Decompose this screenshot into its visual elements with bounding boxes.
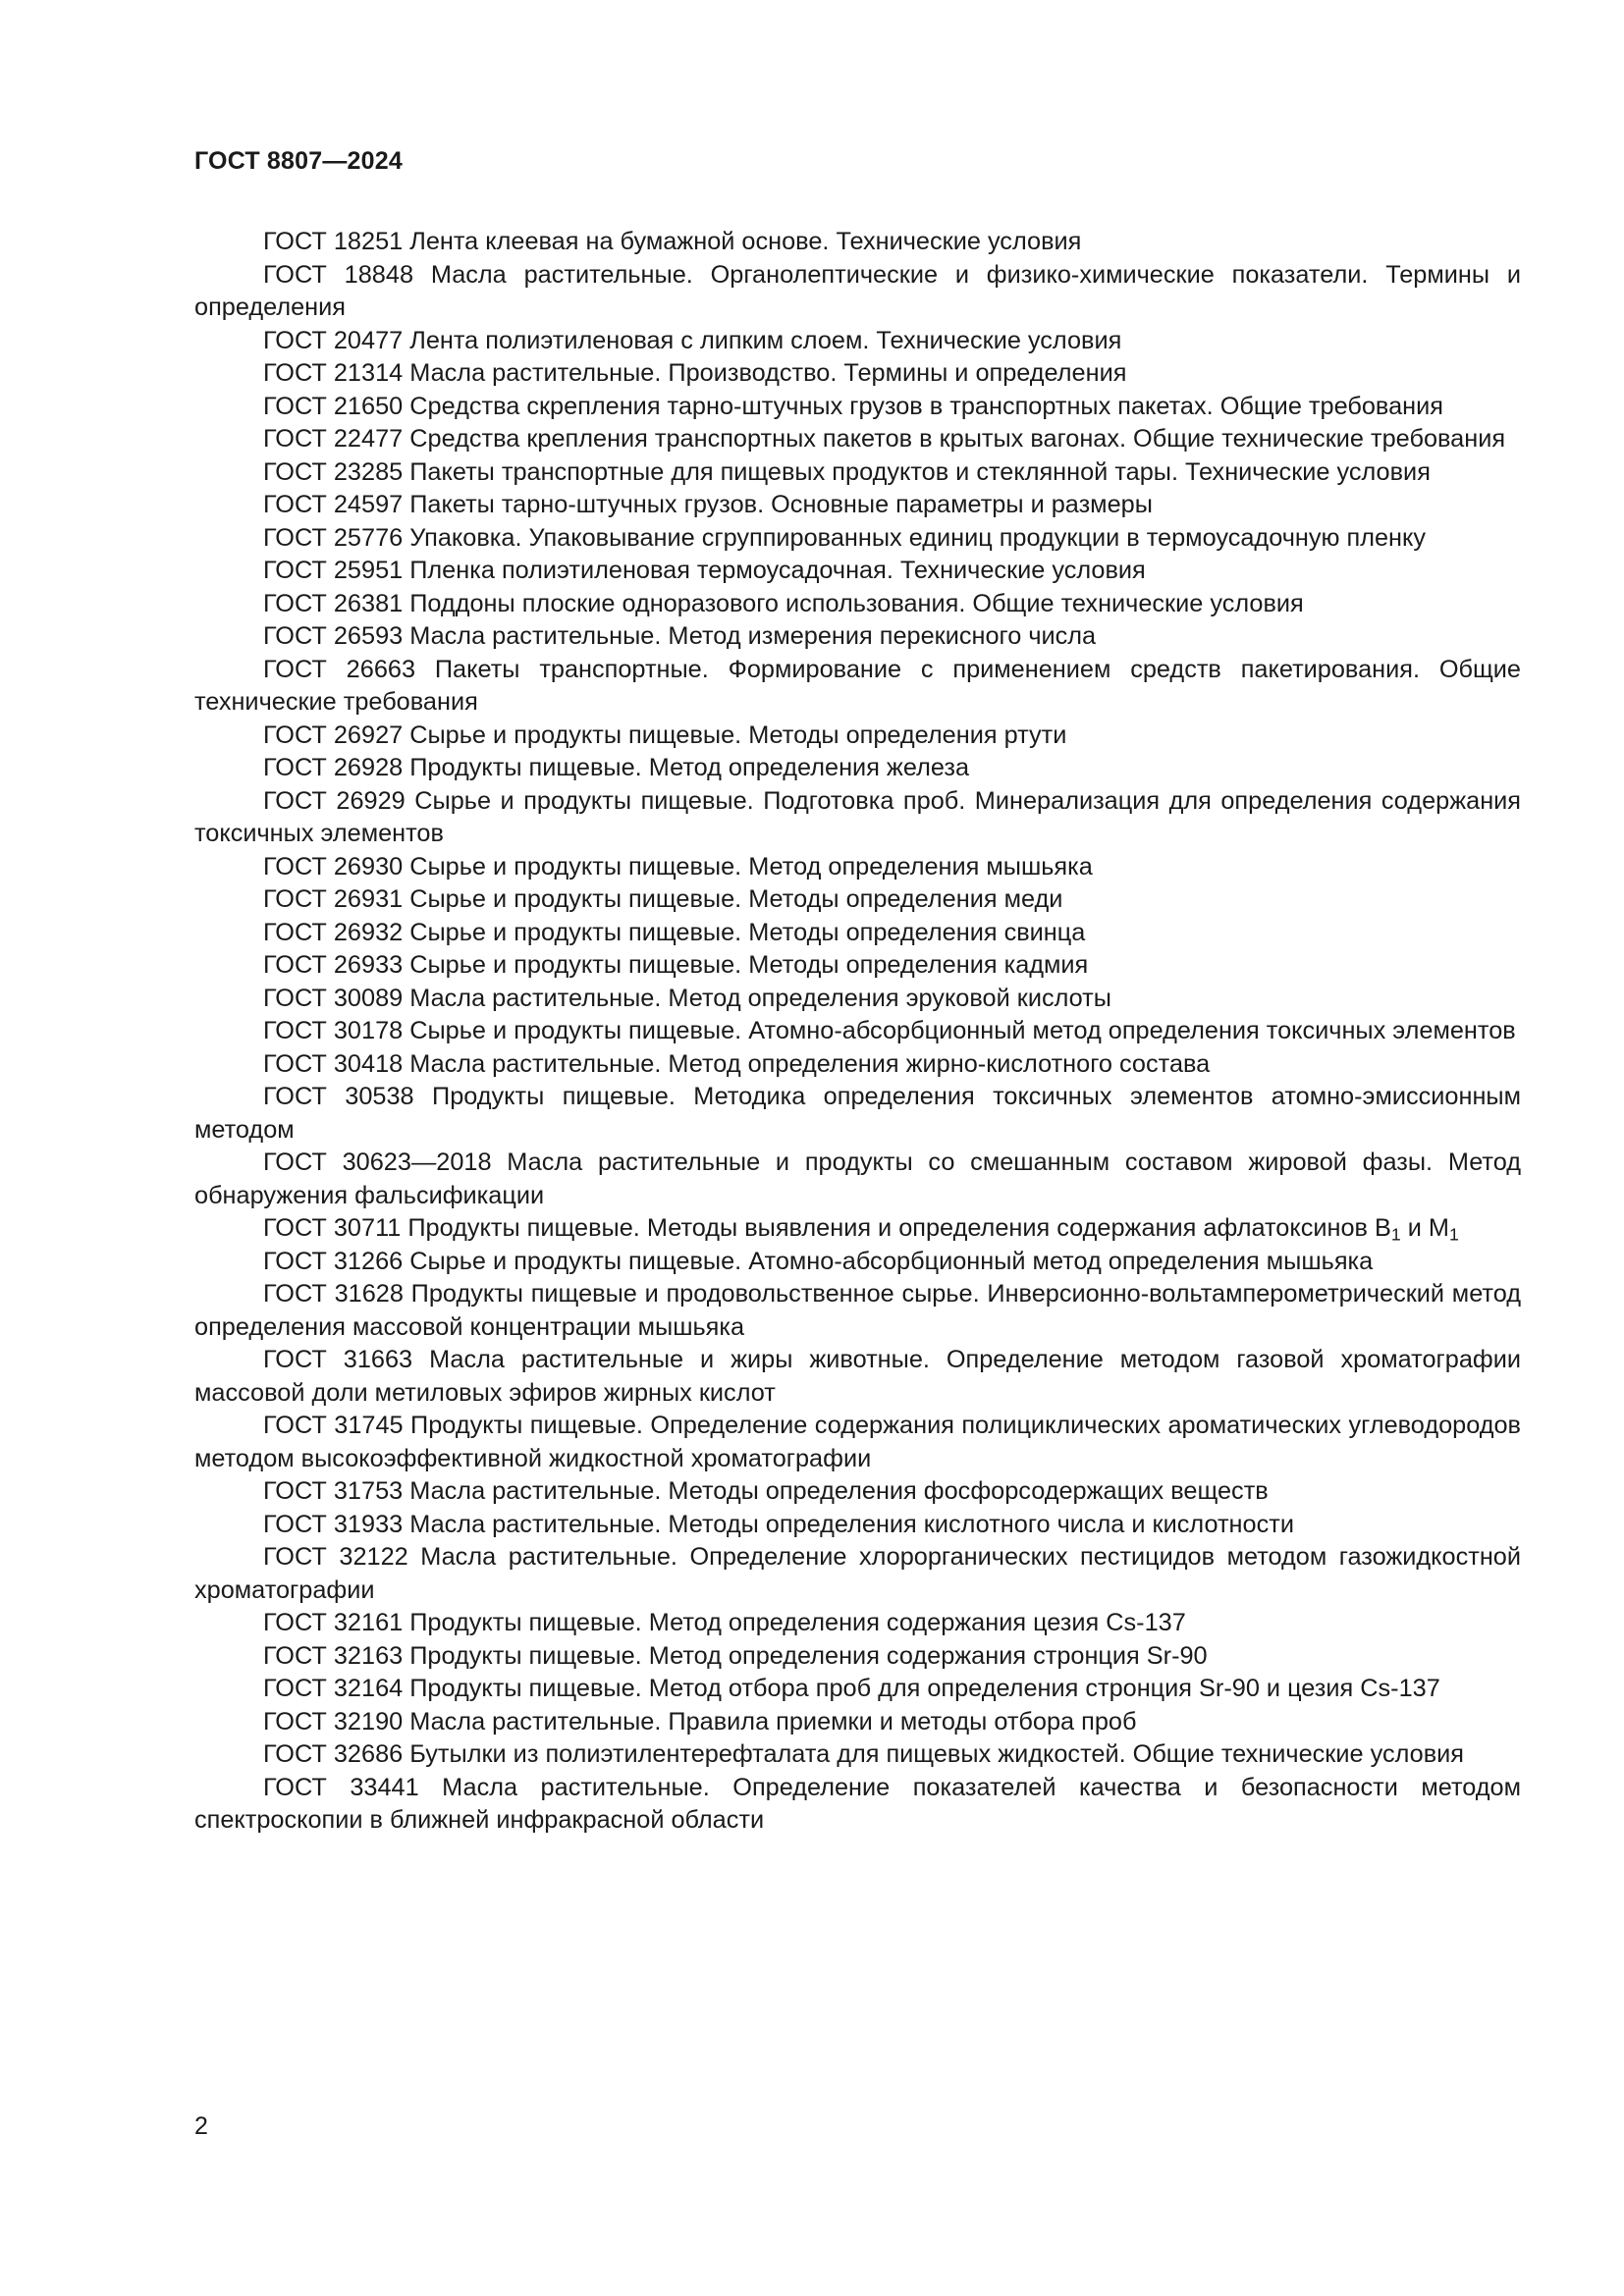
reference-item: ГОСТ 26933 Сырье и продукты пищевые. Методы определения кадмия bbox=[263, 951, 1089, 979]
reference-item: ГОСТ 30178 Сырье и продукты пищевые. Атомно-абсорбционный метод определения токсичных элементов bbox=[263, 1017, 1516, 1044]
reference-item: ГОСТ 25776 Упаковка. Упаковывание сгруппированных единиц продукции в термоусадочную пленку bbox=[263, 523, 1426, 552]
reference-item: ГОСТ 31663 Масла растительные и жиры животные. Определение методом газовой хроматографии массовой доли метиловых эфиров жирных кислот bbox=[194, 1346, 1521, 1407]
reference-item: ГОСТ 26932 Сырье и продукты пищевые. Методы определения свинца bbox=[263, 918, 1086, 946]
reference-item: ГОСТ 24597 Пакеты тарно-штучных грузов. Основные параметры и размеры bbox=[263, 491, 1153, 518]
reference-item: ГОСТ 26929 Сырье и продукты пищевые. Подготовка проб. Минерализация для определения содержания токсичных элементов bbox=[194, 786, 1521, 847]
reference-item: ГОСТ 30538 Продукты пищевые. Методика определения токсичных элементов атомно-эмиссионным методом bbox=[194, 1083, 1521, 1144]
reference-item: ГОСТ 32190 Масла растительные. Правила приемки и методы отбора проб bbox=[263, 1707, 1137, 1735]
reference-item: ГОСТ 30623—2018 Масла растительные и продукты со смешанным составом жировой фазы. Метод обнаружения фальсификации bbox=[194, 1148, 1521, 1209]
reference-item: ГОСТ 32122 Масла растительные. Определение хлорорганических пестицидов методом газожидкостной хроматографии bbox=[194, 1543, 1521, 1604]
reference-item: ГОСТ 22477 Средства крепления транспортных пакетов в крытых вагонах. Общие технические требования bbox=[263, 425, 1506, 453]
reference-item: ГОСТ 31745 Продукты пищевые. Определение содержания полициклических ароматических углеводородов методом высокоэффективной жидкостной хроматографии bbox=[194, 1412, 1521, 1472]
reference-item: ГОСТ 30711 Продукты пищевые. Методы выявления и определения содержания афлатоксинов $B_1$ и $M_1$ bbox=[263, 1214, 1459, 1245]
reference-item: ГОСТ 30089 Масла растительные. Метод определения эруковой кислоты bbox=[263, 984, 1111, 1012]
reference-item: ГОСТ 31753 Масла растительные. Методы определения фосфорсодержащих веществ bbox=[263, 1477, 1269, 1505]
reference-item: ГОСТ 26930 Сырье и продукты пищевые. Метод определения мышьяка bbox=[263, 852, 1093, 881]
page-header-doc-id: ГОСТ 8807—2024 bbox=[194, 147, 403, 175]
reference-item: ГОСТ 31933 Масла растительные. Методы определения кислотного числа и кислотности bbox=[263, 1510, 1294, 1538]
reference-item: ГОСТ 32161 Продукты пищевые. Метод определения содержания цезия Cs-137 bbox=[263, 1609, 1186, 1636]
reference-item: ГОСТ 18251 Лента клеевая на бумажной основе. Технические условия bbox=[263, 228, 1082, 255]
reference-item: ГОСТ 25951 Пленка полиэтиленовая термоусадочная. Технические условия bbox=[263, 557, 1146, 584]
page-number: 2 bbox=[194, 2112, 208, 2140]
normative-references-list bbox=[194, 226, 1521, 1838]
reference-item: ГОСТ 32686 Бутылки из полиэтилентерефталата для пищевых жидкостей. Общие технические условия bbox=[263, 1740, 1464, 1768]
reference-item: ГОСТ 31628 Продукты пищевые и продовольственное сырье. Инверсионно-вольтамперометрический метод определения массовой концентрации мышьяка bbox=[194, 1280, 1521, 1341]
reference-item: ГОСТ 32164 Продукты пищевые. Метод отбора проб для определения стронция Sr-90 и цезия Cs-137 bbox=[263, 1675, 1440, 1702]
reference-item: ГОСТ 31266 Сырье и продукты пищевые. Атомно-абсорбционный метод определения мышьяка bbox=[263, 1247, 1374, 1275]
reference-item: ГОСТ 21314 Масла растительные. Производство. Термины и определения bbox=[263, 359, 1127, 387]
reference-item: ГОСТ 26593 Масла растительные. Метод измерения перекисного числа bbox=[263, 622, 1097, 650]
reference-item: ГОСТ 18848 Масла растительные. Органолептические и физико-химические показатели. Термины и определения bbox=[194, 260, 1521, 321]
reference-item: ГОСТ 20477 Лента полиэтиленовая с липким слоем. Технические условия bbox=[263, 326, 1122, 354]
reference-item: ГОСТ 32163 Продукты пищевые. Метод определения содержания стронция Sr-90 bbox=[263, 1641, 1208, 1670]
reference-item: ГОСТ 30418 Масла растительные. Метод определения жирно-кислотного состава bbox=[263, 1049, 1211, 1078]
reference-item: ГОСТ 33441 Масла растительные. Определение показателей качества и безопасности методом спектроскопии в ближней инфракрасной области bbox=[194, 1773, 1521, 1834]
reference-item: ГОСТ 23285 Пакеты транспортные для пищевых продуктов и стеклянной тары. Технические условия bbox=[263, 457, 1431, 486]
reference-item: ГОСТ 26927 Сырье и продукты пищевые. Методы определения ртути bbox=[263, 721, 1067, 749]
reference-item: ГОСТ 26663 Пакеты транспортные. Формирование с применением средств пакетирования. Общие технические требования bbox=[194, 655, 1521, 716]
reference-item: ГОСТ 26928 Продукты пищевые. Метод определения железа bbox=[263, 754, 970, 781]
reference-item: ГОСТ 26381 Поддоны плоские одноразового использования. Общие технические условия bbox=[263, 589, 1304, 617]
reference-item: ГОСТ 21650 Средства скрепления тарно-штучных грузов в транспортных пакетах. Общие требования bbox=[263, 392, 1443, 420]
reference-item: ГОСТ 26931 Сырье и продукты пищевые. Методы определения меди bbox=[263, 885, 1063, 913]
